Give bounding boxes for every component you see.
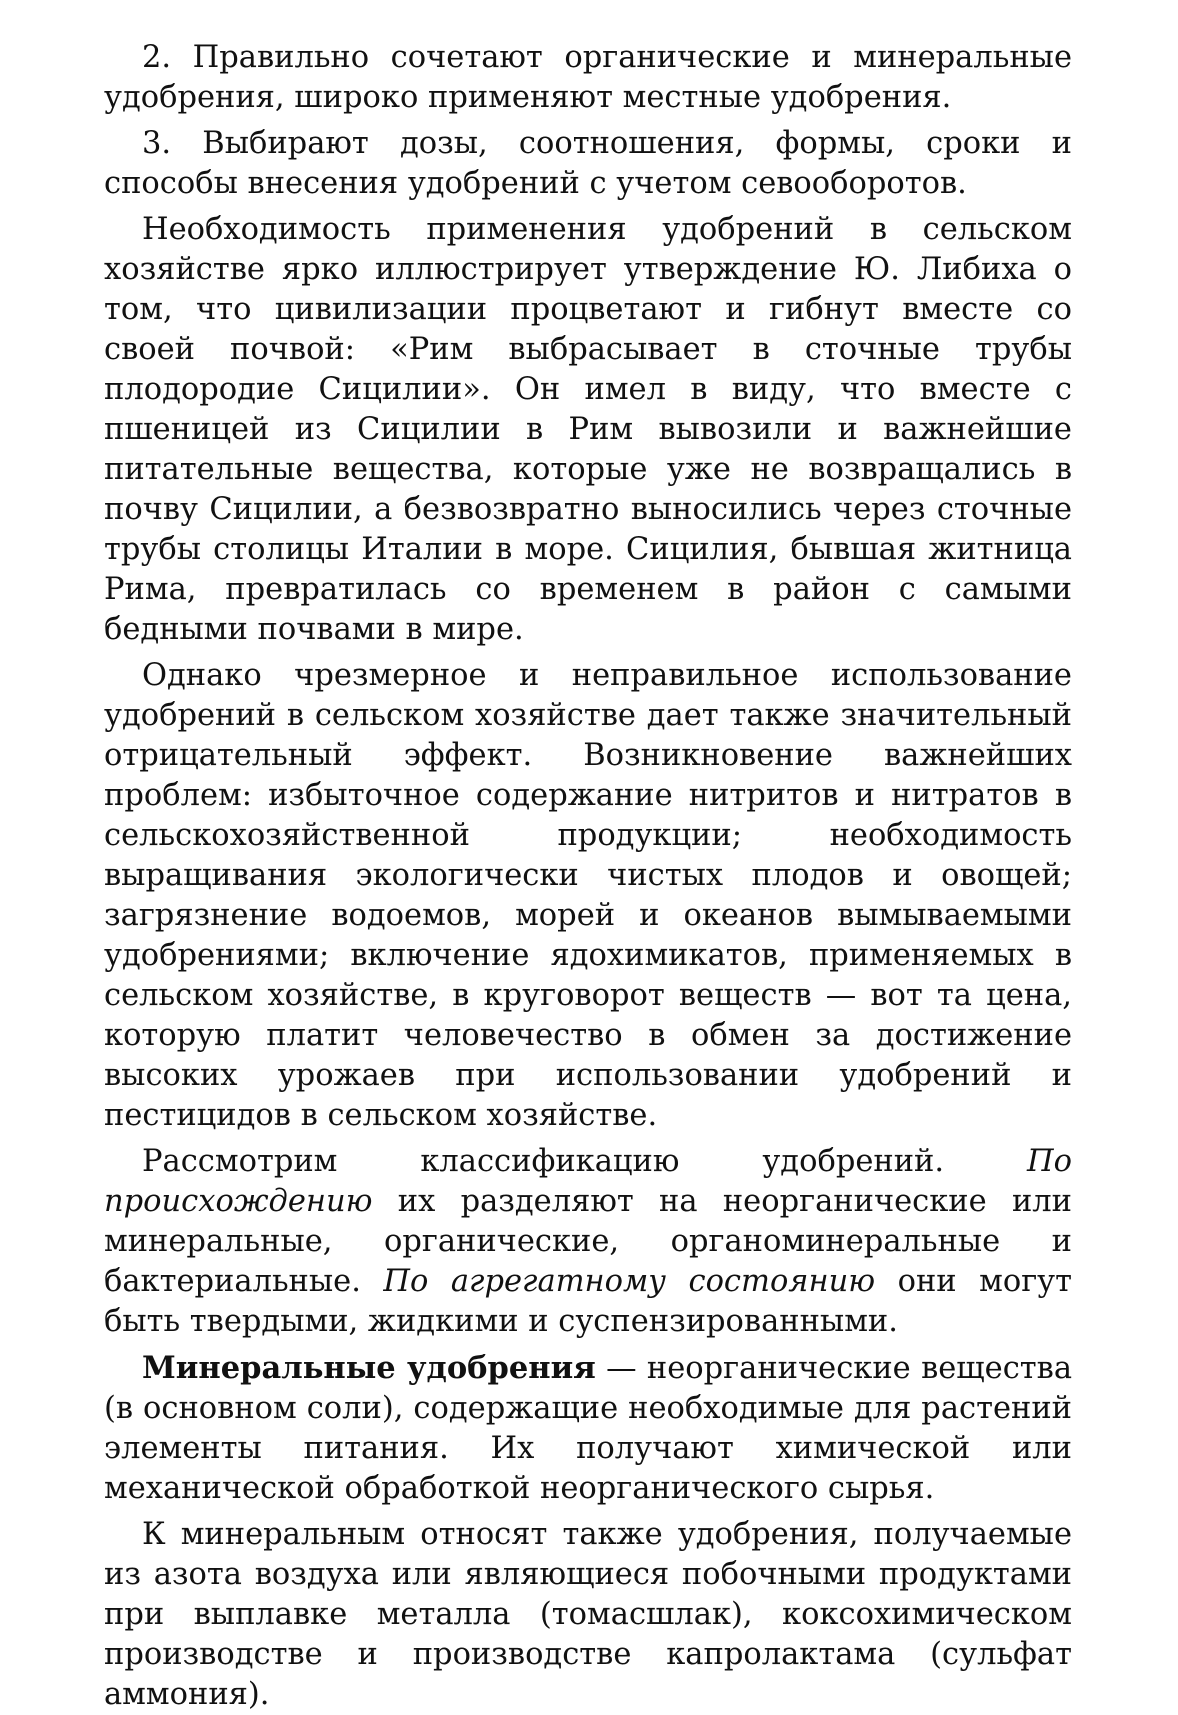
classification-text-3: они могут быть твердыми, жидкими и суспензированными. [104, 1264, 1073, 1339]
paragraph-mineral-fertilizers-sources: К минеральным относят также удобрения, получаемые из азота воздуха или являющиеся побочными продуктами при выплавке металла (томасшлак), коксохимическом производстве и производстве капролактама (сульфат аммония). [104, 1517, 1072, 1712]
classification-text-1: Рассмотрим классификацию удобрений. [142, 1144, 1028, 1179]
paragraph-fertilizer-doses: 3. Выбирают дозы, соотношения, формы, сроки и способы внесения удобрений с учетом севооборотов. [104, 126, 1072, 201]
mineral-fertilizers-term: Минеральные удобрения [142, 1350, 596, 1386]
paragraph-liebig-quote: Необходимость применения удобрений в сельском хозяйстве ярко иллюстрирует утверждение Ю. Либиха о том, что цивилизации процветают и гибнут вместе со своей почвой: «Рим выбрасывает в сточные трубы плодородие Сицилии». Он имел в виду, что вместе с пшеницей из Сицилии в Рим вывозили и важнейшие питательные вещества, которые уже не возвращались в почву Сицилии, а безвозвратно выносились через сточные трубы столицы Италии в море. Сицилия, бывшая житница Рима, превратилась со временем в район с самыми бедными почвами в мире. [104, 212, 1072, 647]
mineral-fertilizers-text: — неорганические вещества (в основном соли), содержащие необходимые для растений элементы питания. Их получают химической или механической обработкой неорганического сырья. [104, 1351, 1073, 1506]
classification-origin-term: По происхождению [104, 1144, 1072, 1219]
document-page [104, 38, 1072, 1715]
classification-text-2: их разделяют на неорганические или минеральные, органические, органоминеральные и бактериальные. [104, 1184, 1072, 1299]
classification-state-term: По агрегатному состоянию [383, 1264, 876, 1299]
paragraph-mineral-fertilizers-definition [104, 1348, 1072, 1509]
paragraph-fertilizer-classification [104, 1142, 1072, 1342]
paragraph-fertilizer-combination: 2. Правильно сочетают органические и минеральные удобрения, широко применяют местные удобрения. [104, 40, 1072, 115]
paragraph-fertilizer-problems: Однако чрезмерное и неправильное использование удобрений в сельском хозяйстве дает также значительный отрицательный эффект. Возникновение важнейших проблем: избыточное содержание нитритов и нитратов в сельскохозяйственной продукции; необходимость выращивания экологически чистых плодов и овощей; загрязнение водоемов, морей и океанов вымываемыми удобрениями; включение ядохимикатов, применяемых в сельском хозяйстве, в круговорот веществ — вот та цена, которую платит человечество в обмен за достижение высоких урожаев при использовании удобрений и пестицидов в сельском хозяйстве. [104, 658, 1072, 1133]
